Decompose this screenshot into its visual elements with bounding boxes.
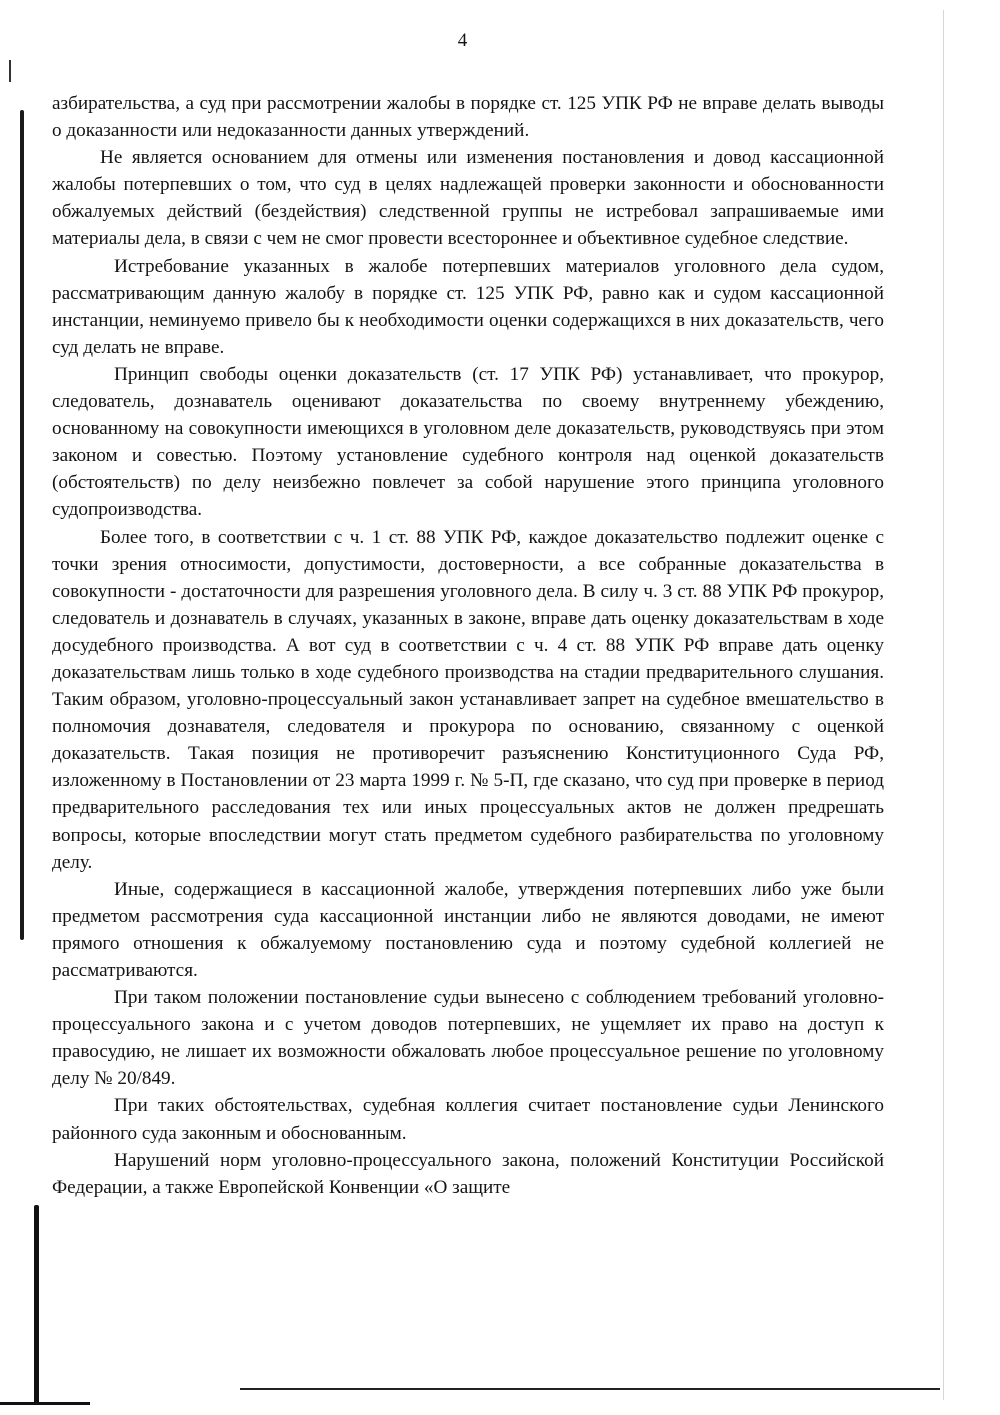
paragraph-6: Иные, содержащиеся в кассационной жалобе, утверждения потерпевших либо уже были предметом рассмотрения суда кассационной инстанции либо не являются доводами, не имеют прямого отношения к обжалуемому постановлению суда и поэтому судебной коллегией не рассматриваются. — [52, 878, 884, 981]
paragraph-1: азбирательства, а суд при рассмотрении жалобы в порядке ст. 125 УПК РФ не вправе делать выводы о доказанности или недоказанности данных утверждений. — [52, 93, 884, 142]
paragraph-3: Истребование указанных в жалобе потерпевших материалов уголовного дела судом, рассматривающим данную жалобу в порядке ст. 125 УПК РФ, равно как и судом кассационной инстанции, неминуемо привело бы к необходимости оценки содержащихся в них доказательств, чего суд делать не вправе. — [52, 255, 884, 358]
scan-artifact-left-edge — [20, 110, 24, 940]
paragraph-5: Более того, в соответствии с ч. 1 ст. 88 УПК РФ, каждое доказательство подлежит оценке с точки зрения относимости, допустимости, достоверности, а все собранные доказательства в совокупности - достаточности для разрешения уголовного дела. В силу ч. 3 ст. 88 УПК РФ прокурор, следователь и дознаватель в случаях, указанных в законе, вправе дать оценку доказательствам в ходе досудебного производства. А вот суд в соответствии с ч. 4 ст. 88 УПК РФ вправе дать оценку доказательствам лишь только в ходе судебного производства на стадии предварительного слушания. Таким образом, уголовно-процессуальный закон устанавливает запрет на судебное вмешательство в полномочия дознавателя, следователя и прокурора по основанию, связанному с оценкой доказательств. Такая позиция не противоречит разъяснению Конституционного Суда РФ, изложенному в Постановлении от 23 марта 1999 г. № 5-П, где сказано, что суд при проверке в период предварительного расследования тех или иных процессуальных актов не должен предрешать вопросы, которые впоследствии могут стать предметом судебного разбирательства по уголовному делу. — [52, 526, 884, 873]
paragraph-7: При таком положении постановление судьи вынесено с соблюдением требований уголовно-процессуального закона и с учетом доводов потерпевших, не ущемляет их право на доступ к правосудию, не лишает их возможности обжаловать любое процессуальное решение по уголовному делу № 20/849. — [52, 987, 884, 1090]
paragraph-2: Не является основанием для отмены или изменения постановления и довод кассационной жалобы потерпевших о том, что суд в целях надлежащей проверки законности и обоснованности обжалуемых действий (бездействия) следственной группы не истребовал запрашиваемые ими материалы дела, в связи с чем не смог провести всестороннее и объективное судебное следствие. — [52, 147, 884, 250]
scan-artifact-bottom-left — [0, 1402, 90, 1405]
scan-artifact-right-edge — [943, 10, 944, 1400]
scan-artifact-top-left — [9, 60, 11, 82]
scan-artifact-bottom-line — [240, 1388, 940, 1390]
paragraph-9: Нарушений норм уголовно-процессуального закона, положений Конституции Российской Федерации, а также Европейской Конвенции «О защите — [52, 1149, 884, 1198]
scan-artifact-left-bottom — [34, 1205, 39, 1405]
paragraph-8: При таких обстоятельствах, судебная коллегия считает постановление судьи Ленинского районного суда законным и обоснованным. — [52, 1095, 884, 1144]
page-number: 4 — [457, 30, 468, 51]
paragraph-4: Принцип свободы оценки доказательств (ст. 17 УПК РФ) устанавливает, что прокурор, следователь, дознаватель оценивают доказательства по своему внутреннему убеждению, основанному на совокупности имеющихся в уголовном деле доказательств, руководствуясь при этом законом и совестью. Поэтому установление судебного контроля над оценкой доказательств (обстоятельств) по делу неизбежно повлечет за собой нарушение этого принципа уголовного судопроизводства. — [52, 363, 884, 521]
document-body — [52, 90, 884, 1201]
